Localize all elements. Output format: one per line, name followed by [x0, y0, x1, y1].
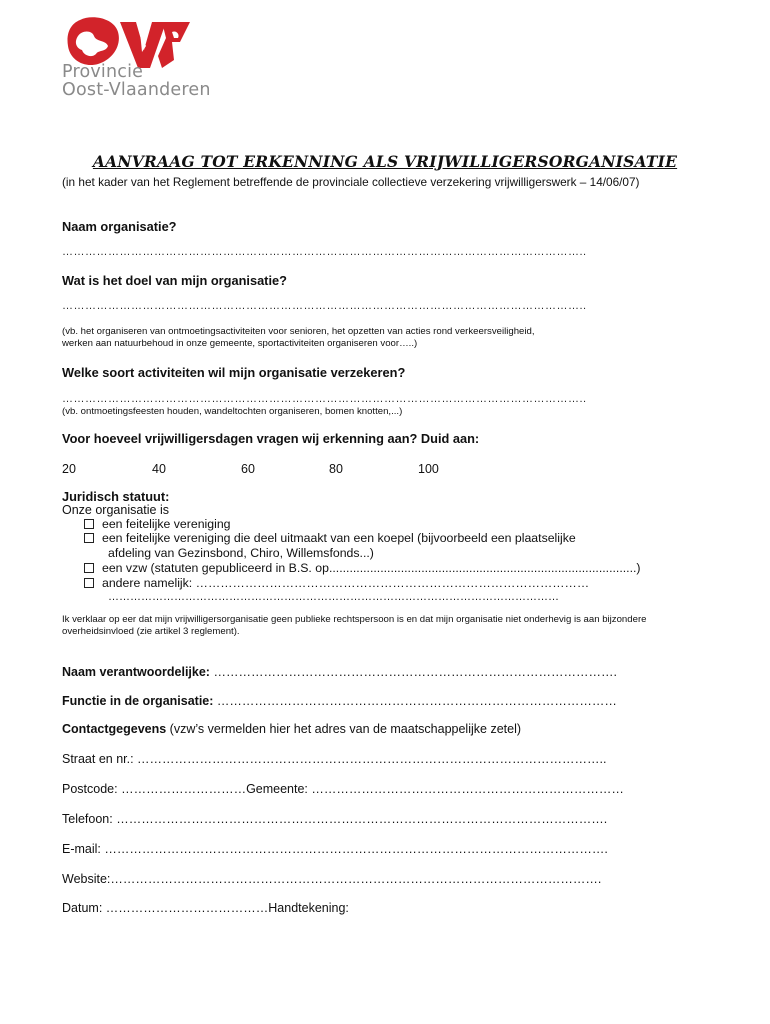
- hint-activiteiten: (vb. ontmoetingsfeesten houden, wandeltochten organiseren, bomen knotten,...): [62, 406, 403, 417]
- question-naam: Naam organisatie?: [62, 219, 177, 234]
- option-dagen-80[interactable]: 80: [329, 462, 343, 476]
- contact-note: (vzw’s vermelden hier het adres van de maatschappelijke zetel): [166, 722, 522, 736]
- option-dagen-100[interactable]: 100: [418, 462, 439, 476]
- field-straat[interactable]: Straat en nr.: …………………………………………………………………………………………………..: [62, 752, 607, 766]
- document-subtitle: (in het kader van het Reglement betreffende de provinciale collectieve verzekering vrijwilligerswerk – 14/06/07): [62, 175, 640, 189]
- contact-label: Contactgegevens: [62, 722, 167, 736]
- hint-doel-2: werken aan natuurbehoud in onze gemeente, sportactiviteiten organiseren voor…..): [62, 338, 418, 349]
- field-functie-label: Functie in de organisatie:: [62, 694, 214, 708]
- statuut-option-andere-label: andere namelijk: ……………………………………………………………………………………: [102, 576, 590, 590]
- field-functie[interactable]: [62, 694, 617, 708]
- field-datum-handtekening[interactable]: Datum: …………………………………Handtekening:: [62, 901, 349, 915]
- question-doel: Wat is het doel van mijn organisatie?: [62, 273, 287, 288]
- logo-line-2: Oost-Vlaanderen: [62, 80, 211, 100]
- statuut-heading: Juridisch statuut:: [62, 489, 170, 504]
- field-postcode-gemeente[interactable]: Postcode: …………………………Gemeente: …………………………………………………………………: [62, 782, 624, 796]
- statuut-option-koepel-label-2: afdeling van Gezinsbond, Chiro, Willemsfonds...): [108, 546, 374, 560]
- logo-line-1: Provincie: [62, 62, 144, 82]
- verklaring-line-2: overheidsinvloed (zie artikel 3 reglement).: [62, 626, 240, 637]
- statuut-option-feitelijk[interactable]: [84, 517, 231, 531]
- verklaring-line-1: Ik verklaar op eer dat mijn vrijwilligersorganisatie geen publieke rechtspersoon is en dat mijn organisatie niet onderhevig is aan bijzondere: [62, 614, 647, 625]
- field-website[interactable]: Website:……………………………………………………………………………………………………….: [62, 872, 602, 886]
- document-title: AANVRAAG TOT ERKENNING ALS VRIJWILLIGERSORGANISATIE: [92, 152, 678, 171]
- field-verantwoordelijke-label: Naam verantwoordelijke:: [62, 665, 210, 679]
- option-dagen-40[interactable]: 40: [152, 462, 166, 476]
- checkbox-icon[interactable]: [84, 563, 94, 573]
- statuut-option-feitelijk-label: een feitelijke vereniging: [102, 517, 231, 531]
- question-activiteiten: Welke soort activiteiten wil mijn organisatie verzekeren?: [62, 365, 406, 380]
- option-dagen-60[interactable]: 60: [241, 462, 255, 476]
- field-verantwoordelijke-dots: …………………………………………………………………………………….: [209, 665, 617, 679]
- question-dagen: Voor hoeveel vrijwilligersdagen vragen wij erkenning aan? Duid aan:: [62, 431, 480, 446]
- statuut-intro: Onze organisatie is: [62, 503, 170, 517]
- statuut-option-andere[interactable]: [84, 576, 589, 590]
- field-verantwoordelijke[interactable]: [62, 665, 617, 679]
- field-email[interactable]: E-mail: ………………………………………………………………………………………………………….: [62, 842, 608, 856]
- checkbox-icon[interactable]: [84, 578, 94, 588]
- answer-line-doel[interactable]: ………………………………………………………………………………………………………………………..: [62, 300, 587, 312]
- statuut-andere-line[interactable]: ……………………………………………………………………………………………………………: [108, 591, 559, 603]
- answer-line-activiteiten[interactable]: ………………………………………………………………………………………………………………………..: [62, 393, 587, 405]
- hint-doel-1: (vb. het organiseren van ontmoetingsactiviteiten voor senioren, het opzetten van acties rond verkeersveiligheid,: [62, 326, 535, 337]
- statuut-option-vzw-label: een vzw (statuten gepubliceerd in B.S. op..........................................................................................): [102, 561, 641, 575]
- answer-line-naam[interactable]: ………………………………………………………………………………………………………………………..: [62, 246, 587, 258]
- field-telefoon[interactable]: Telefoon: ……………………………………………………………………………………………………….: [62, 812, 608, 826]
- statuut-option-koepel[interactable]: [84, 531, 576, 545]
- option-dagen-20[interactable]: 20: [62, 462, 76, 476]
- statuut-option-koepel-label: een feitelijke vereniging die deel uitmaakt van een koepel (bijvoorbeeld een plaatselijke: [102, 531, 576, 545]
- statuut-option-vzw[interactable]: [84, 561, 641, 575]
- field-functie-dots: ……………………………………………………………………………………: [213, 694, 617, 708]
- checkbox-icon[interactable]: [84, 519, 94, 529]
- checkbox-icon[interactable]: [84, 533, 94, 543]
- contact-heading: [62, 722, 521, 736]
